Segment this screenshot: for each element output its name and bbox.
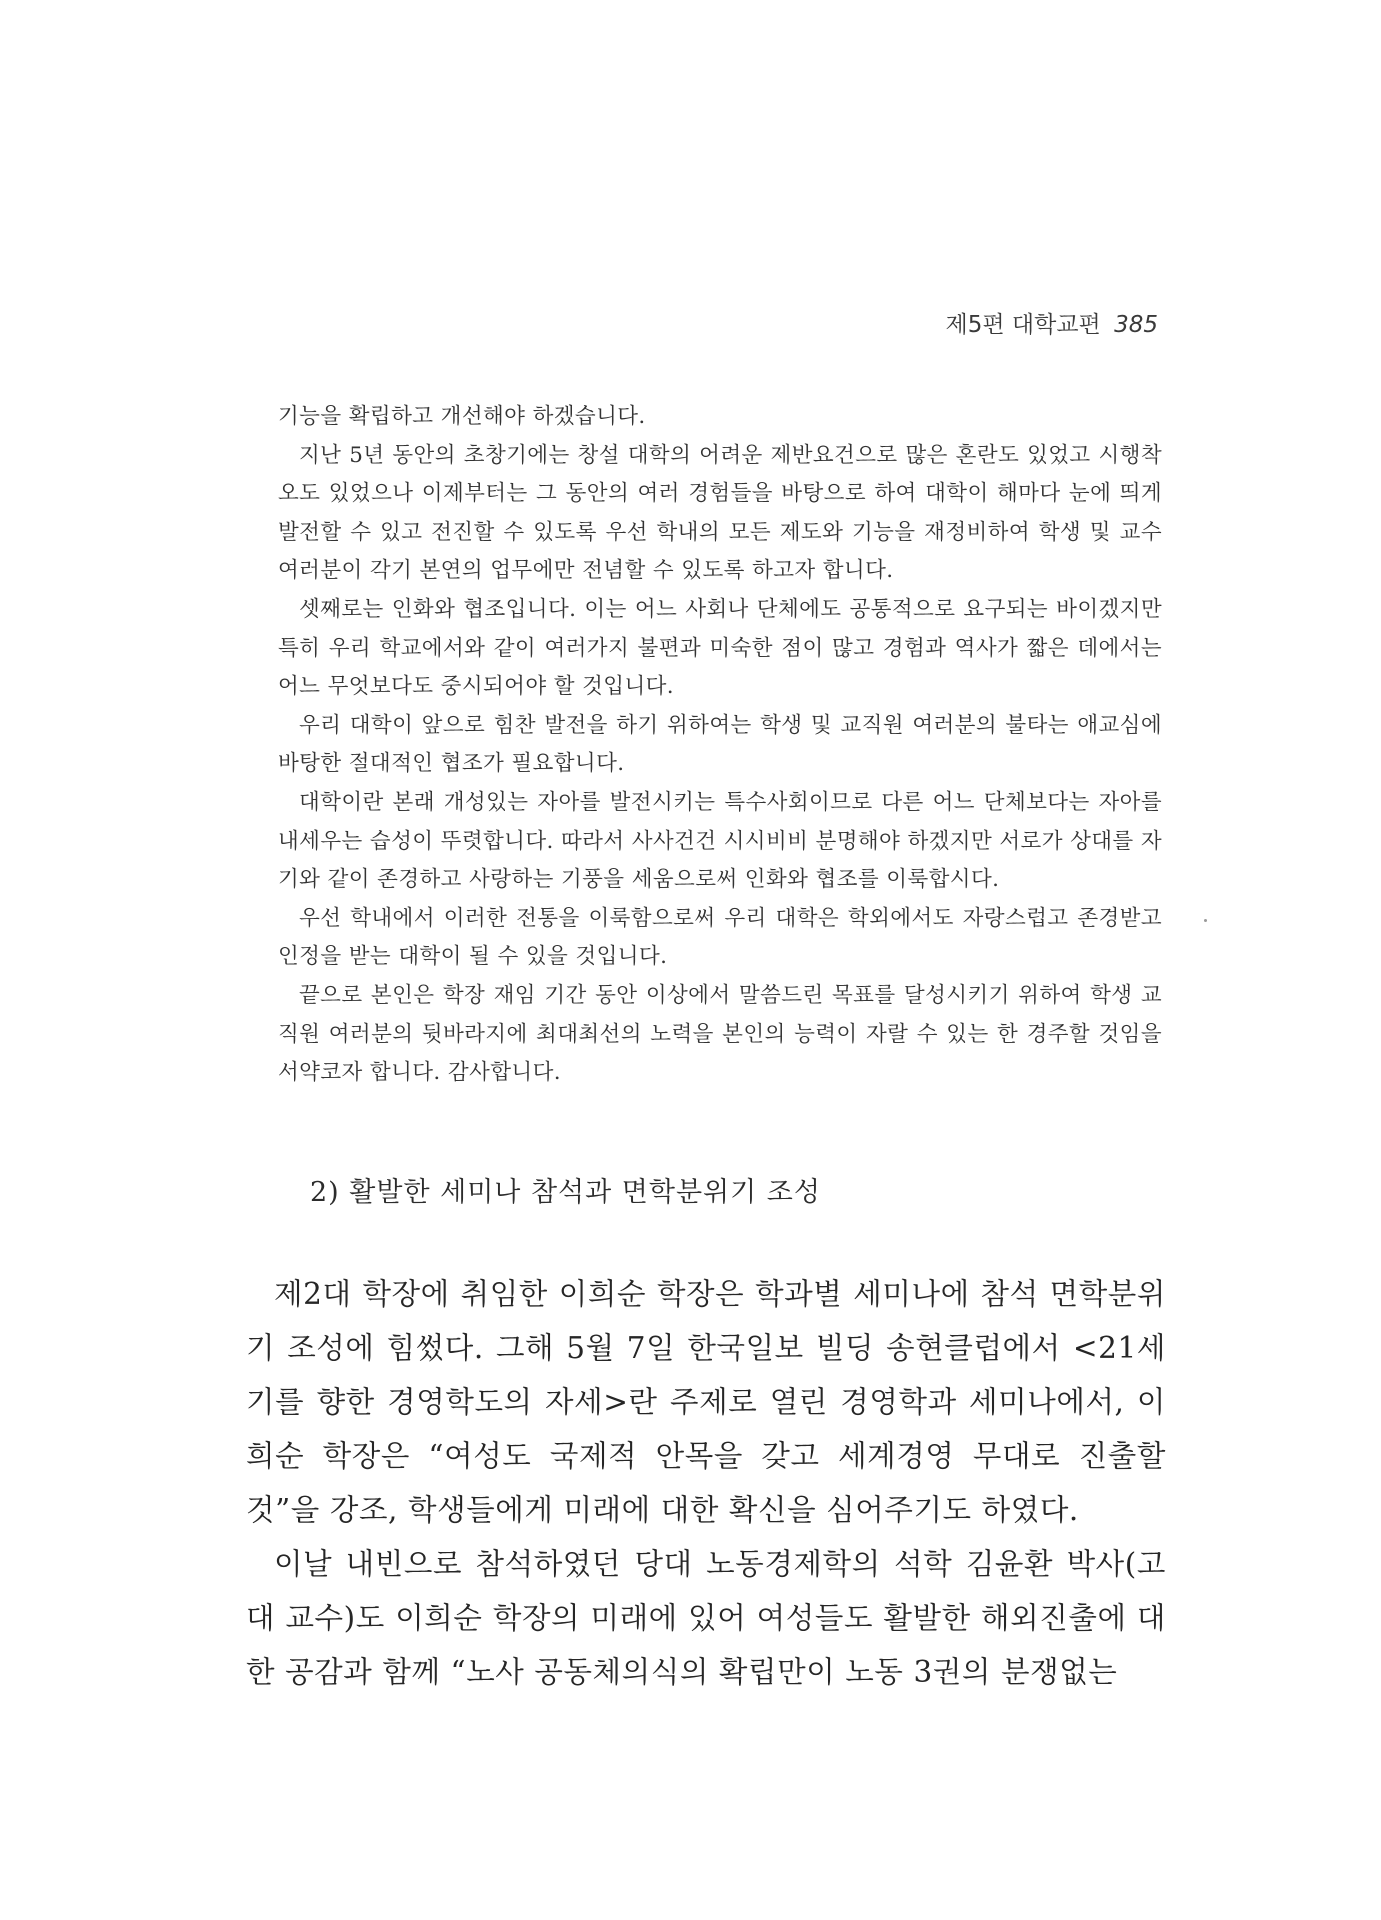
page-number: 385 (1114, 312, 1158, 338)
speech-paragraph: 지난 5년 동안의 초창기에는 창설 대학의 어려운 제반요건으로 많은 혼란도 있었고 시행착오도 있었으나 이제부터는 그 동안의 여러 경험들을 바탕으로 하여 대학이 해마다 눈에 띄게 발전할 수 있고 전진할 수 있도록 우선 학내의 모든 제도와 기능을 재정비하여 학생 및 교수 여러분이 각기 본연의 업무에만 전념할 수 있도록 하고자 합니다. (278, 442, 1162, 584)
running-head-section: 제5편 대학교편 (945, 312, 1101, 338)
speech-paragraph: 우리 대학이 앞으로 힘찬 발전을 하기 위하여는 학생 및 교직원 여러분의 불타는 애교심에 바탕한 절대적인 협조가 필요합니다. (278, 712, 1162, 777)
body-paragraph: 제2대 학장에 취임한 이희순 학장은 학과별 세미나에 참석 면학분위기 조성에 힘썼다. 그해 5월 7일 한국일보 빌딩 송현클럽에서 <21세기를 향한 경영학도의 자세>란 주제로 열린 경영학과 세미나에서, 이희순 학장은 “여성도 국제적 안목을 갖고 세계경영 무대로 진출할 것”을 강조, 학생들에게 미래에 대한 확신을 심어주기도 하였다. (246, 1277, 1166, 1527)
speech-text-block (278, 398, 1162, 1093)
speech-paragraph: 셋째로는 인화와 협조입니다. 이는 어느 사회나 단체에도 공통적으로 요구되는 바이겠지만 특히 우리 학교에서와 같이 여러가지 불편과 미숙한 점이 많고 경험과 역사가 짧은 데에서는 어느 무엇보다도 중시되어야 할 것입니다. (278, 596, 1162, 700)
running-head (946, 306, 1158, 339)
speech-paragraph: 대학이란 본래 개성있는 자아를 발전시키는 특수사회이므로 다른 어느 단체보다는 자아를 내세우는 습성이 뚜렷합니다. 따라서 사사건건 시시비비 분명해야 하겠지만 서로가 상대를 자기와 같이 존경하고 사랑하는 기풍을 세움으로써 인화와 협조를 이룩합시다. (278, 789, 1163, 893)
scan-speck (1204, 919, 1207, 922)
speech-paragraph: 우선 학내에서 이러한 전통을 이룩함으로써 우리 대학은 학외에서도 자랑스럽고 존경받고 인정을 받는 대학이 될 수 있을 것입니다. (278, 905, 1162, 970)
speech-paragraph: 기능을 확립하고 개선해야 하겠습니다. (278, 404, 646, 429)
speech-paragraph: 끝으로 본인은 학장 재임 기간 동안 이상에서 말씀드린 목표를 달성시키기 위하여 학생 교직원 여러분의 뒷바라지에 최대최선의 노력을 본인의 능력이 자랄 수 있는 한 경주할 것임을 서약코자 합니다. 감사합니다. (278, 982, 1162, 1086)
body-text-block (246, 1267, 1166, 1699)
section-heading: 2) 활발한 세미나 참석과 면학분위기 조성 (310, 1177, 821, 1208)
body-paragraph: 이날 내빈으로 참석하였던 당대 노동경제학의 석학 김윤환 박사(고대 교수)도 이희순 학장의 미래에 있어 여성들도 활발한 해외진출에 대한 공감과 함께 “노사 공동체의식의 확립만이 노동 3권의 분쟁없는 (246, 1547, 1166, 1689)
